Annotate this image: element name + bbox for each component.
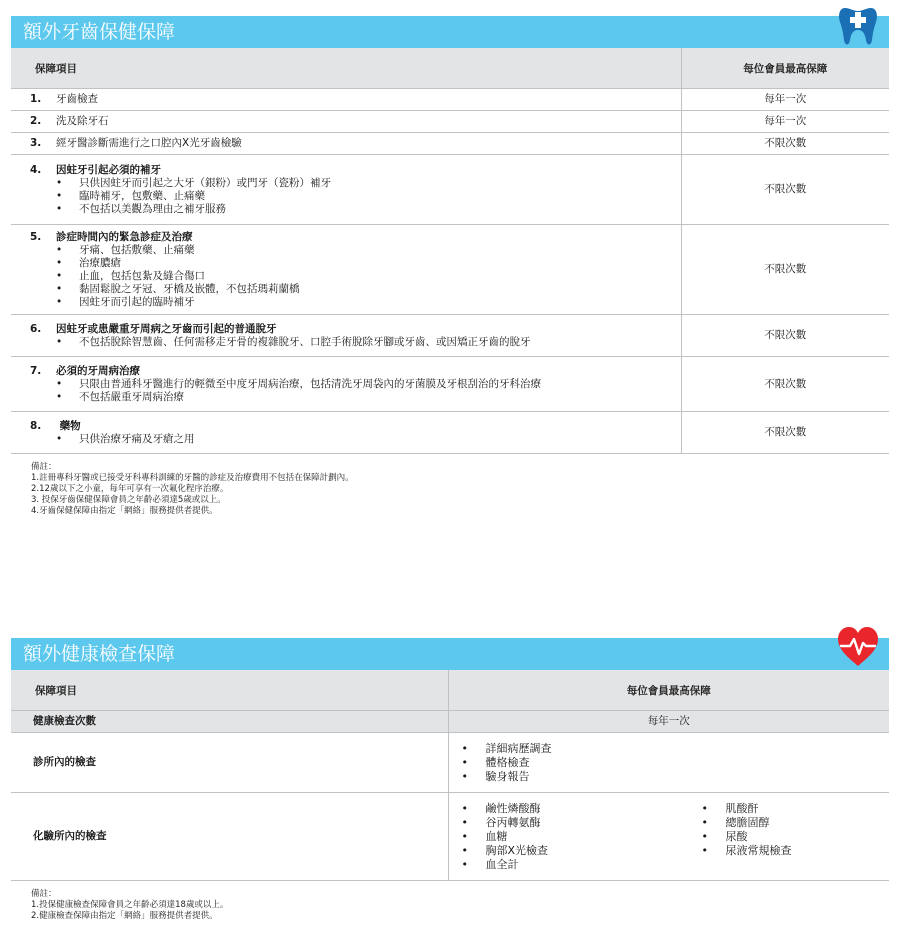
list-item: • 只限由普通科牙醫進行的輕微至中度牙周病治療，包括清洗牙周袋內的牙菌膜及牙根刮治的牙科治療 (30, 378, 677, 391)
row-limit: 不限次數 (681, 155, 889, 225)
table-row (11, 315, 889, 357)
table-row (11, 357, 889, 412)
row-number: 8. (30, 419, 42, 432)
table-row (11, 412, 889, 454)
note-line: 1.註冊專科牙醫或已接受牙科專科訓練的牙醫的診症及治療費用不包括在保障計劃內。 (31, 473, 354, 483)
list-item: • 治療膿瘡 (30, 257, 677, 270)
row-limit: 不限次數 (681, 412, 889, 454)
list-item: • 不包括脫除智慧齒、任何需移走牙骨的複雜脫牙、口腔手術脫除牙腳或牙齒、或因矯正牙齒的脫牙 (30, 336, 677, 349)
note-line: 2.健康檢查保障由指定「網絡」服務提供者提供。 (31, 911, 218, 921)
health-col-item: 保障項目 (11, 670, 448, 711)
note-line: 3. 投保牙齒保健保障會員之年齡必須達5歲或以上。 (31, 495, 226, 505)
clinic-label: 診所內的檢查 (11, 733, 448, 793)
table-row (11, 793, 889, 881)
table-row (11, 89, 889, 111)
lab-items-right (690, 802, 792, 872)
lab-items-left (450, 802, 690, 872)
row-title: 因蛀牙或患嚴重牙周病之牙齒而引起的普通脫牙 (56, 322, 277, 335)
note-line: 備註： (31, 462, 57, 472)
list-item: • 因蛀牙而引起的臨時補牙 (30, 296, 677, 309)
dental-banner (11, 16, 889, 48)
row-number: 4. (30, 163, 42, 176)
row-bullets (30, 336, 677, 349)
list-item: • 詳細病歷調查 (450, 742, 889, 756)
list-item: • 只供治療牙痛及牙瘡之用 (30, 433, 677, 446)
list-item: • 谷丙轉氨酶 (450, 816, 690, 830)
row-bullets (30, 177, 677, 216)
note-line: 1.投保健康檢查保障會員之年齡必須達18歲或以上。 (31, 900, 229, 910)
row-number: 3. (30, 137, 42, 149)
list-item: • 尿酸 (690, 830, 792, 844)
health-table (11, 670, 889, 881)
row-number: 5. (30, 230, 42, 243)
row-limit: 每年一次 (681, 89, 889, 111)
list-item: • 止血，包括包紮及縫合傷口 (30, 270, 677, 283)
table-row (11, 225, 889, 315)
row-limit: 不限次數 (681, 315, 889, 357)
list-item: • 牙痛、包括敷藥、止痛藥 (30, 244, 677, 257)
table-row (11, 155, 889, 225)
row-number: 7. (30, 364, 42, 377)
row-bullets (30, 378, 677, 404)
row-limit: 每年一次 (681, 111, 889, 133)
tooth-plus-icon (835, 2, 881, 48)
list-item: • 血全計 (450, 858, 690, 872)
dental-title: 額外牙齒保健保障 (23, 21, 176, 43)
dental-table (11, 48, 889, 454)
dental-col-limit: 每位會員最高保障 (681, 48, 889, 89)
frequency-label: 健康檢查次數 (11, 711, 448, 733)
row-title: 藥物 (56, 419, 81, 432)
note-line: 4.牙齒保健保障由指定「網絡」服務提供者提供。 (31, 506, 218, 516)
list-item: • 黏固鬆脫之牙冠、牙橋及嵌體，不包括瑪莉蘭橋 (30, 283, 677, 296)
heart-pulse-icon (835, 624, 881, 670)
health-title: 額外健康檢查保障 (23, 643, 176, 665)
row-number: 2. (30, 115, 42, 127)
list-item: • 尿液常規檢查 (690, 844, 792, 858)
dental-notes (11, 462, 889, 517)
list-item: • 鹼性燐酸酶 (450, 802, 690, 816)
list-item: • 體格檢查 (450, 756, 889, 770)
table-row (11, 133, 889, 155)
table-row (11, 711, 889, 733)
list-item: • 只供因蛀牙而引起之大牙（銀粉）或門牙（瓷粉）補牙 (30, 177, 677, 190)
dental-section (11, 16, 889, 517)
row-title: 牙齒檢查 (56, 93, 98, 105)
list-item: • 總膽固醇 (690, 816, 792, 830)
list-item: • 驗身報告 (450, 770, 889, 784)
list-item: • 血糖 (450, 830, 690, 844)
row-number: 1. (30, 93, 42, 105)
row-limit: 不限次數 (681, 133, 889, 155)
row-limit: 不限次數 (681, 225, 889, 315)
row-title: 經牙醫診斷需進行之口腔內X光牙齒檢驗 (56, 137, 242, 149)
list-item: • 肌酸酐 (690, 802, 792, 816)
note-line: 2.12歲以下之小童，每年可享有一次氟化程序治療。 (31, 484, 229, 494)
health-notes (11, 889, 889, 922)
dental-col-item: 保障項目 (11, 48, 681, 89)
row-title: 洗及除牙石 (56, 115, 109, 127)
row-limit: 不限次數 (681, 357, 889, 412)
row-bullets (30, 244, 677, 309)
row-title: 因蛀牙引起必須的補牙 (56, 163, 161, 176)
health-section (11, 638, 889, 922)
row-bullets (30, 433, 677, 446)
lab-label: 化驗所內的檢查 (11, 793, 448, 881)
table-row (11, 111, 889, 133)
frequency-value: 每年一次 (448, 711, 889, 733)
row-title: 必須的牙周病治療 (56, 364, 140, 377)
table-row (11, 733, 889, 793)
list-item: • 不包括嚴重牙周病治療 (30, 391, 677, 404)
note-line: 備註： (31, 889, 57, 899)
row-number: 6. (30, 322, 42, 335)
health-col-limit: 每位會員最高保障 (448, 670, 889, 711)
clinic-items (450, 742, 889, 784)
row-title: 診症時間內的緊急診症及治療 (56, 230, 193, 243)
list-item: • 臨時補牙，包敷藥、止痛藥 (30, 190, 677, 203)
health-banner (11, 638, 889, 670)
list-item: • 不包括以美觀為理由之補牙服務 (30, 203, 677, 216)
list-item: • 胸部X光檢查 (450, 844, 690, 858)
